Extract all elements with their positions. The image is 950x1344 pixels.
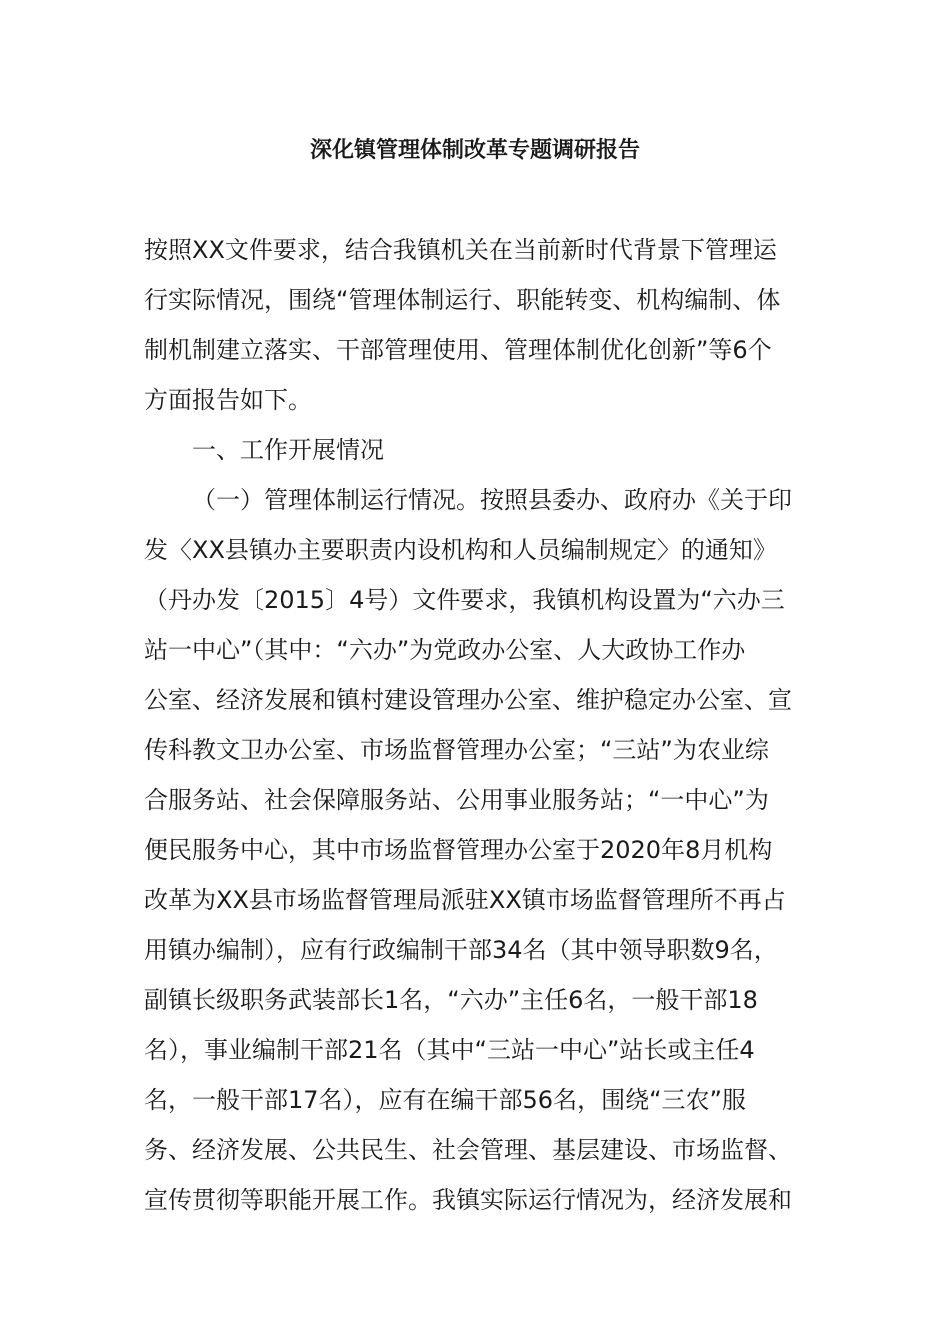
- body-line: （丹办发〔2015〕4号）文件要求，我镇机构设置为“六办三: [144, 586, 785, 614]
- body-line: 发〈XX县镇办主要职责内设机构和人员编制规定〉的通知》: [144, 536, 777, 564]
- body-line: 宣传贯彻等职能开展工作。我镇实际运行情况为，经济发展和: [144, 1186, 792, 1214]
- body-line: 名，一般干部17名），应有在编干部56名，围绕“三农”服: [144, 1086, 746, 1114]
- body-line: 便民服务中心，其中市场监督管理办公室于2020年8月机构: [144, 836, 773, 864]
- body-line: 公室、经济发展和镇村建设管理办公室、维护稳定办公室、宣: [144, 686, 792, 714]
- body-line: 站一中心”（其中：“六办”为党政办公室、人大政协工作办: [144, 636, 746, 664]
- section-heading: 一、工作开展情况: [192, 436, 384, 464]
- body-line: 副镇长级职务武装部长1名，“六办”主任6名，一般干部18: [144, 986, 758, 1014]
- body-line: 名），事业编制干部21名（其中“三站一中心”站长或主任4: [144, 1036, 755, 1064]
- document-title: 深化镇管理体制改革专题调研报告: [309, 138, 640, 163]
- body-line: 行实际情况，围绕“管理体制运行、职能转变、机构编制、体: [144, 286, 781, 314]
- body-line: 传科教文卫办公室、市场监督管理办公室；“三站”为农业综: [144, 736, 769, 764]
- body-line: 务、经济发展、公共民生、社会管理、基层建设、市场监督、: [144, 1136, 792, 1164]
- body-line: 按照XX文件要求，结合我镇机关在当前新时代背景下管理运: [144, 236, 777, 264]
- body-line: 方面报告如下。: [144, 386, 312, 414]
- body-line: （一）管理体制运行情况。按照县委办、政府办《关于印: [192, 486, 792, 514]
- body-line: 合服务站、社会保障服务站、公用事业服务站；“一中心”为: [144, 786, 769, 814]
- body-line: 制机制建立落实、干部管理使用、管理体制优化创新”等6个: [144, 336, 772, 364]
- body-line: 用镇办编制），应有行政编制干部34名（其中领导职数9名，: [144, 936, 778, 964]
- body-line: 改革为XX县市场监督管理局派驻XX镇市场监督管理所不再占: [144, 886, 786, 914]
